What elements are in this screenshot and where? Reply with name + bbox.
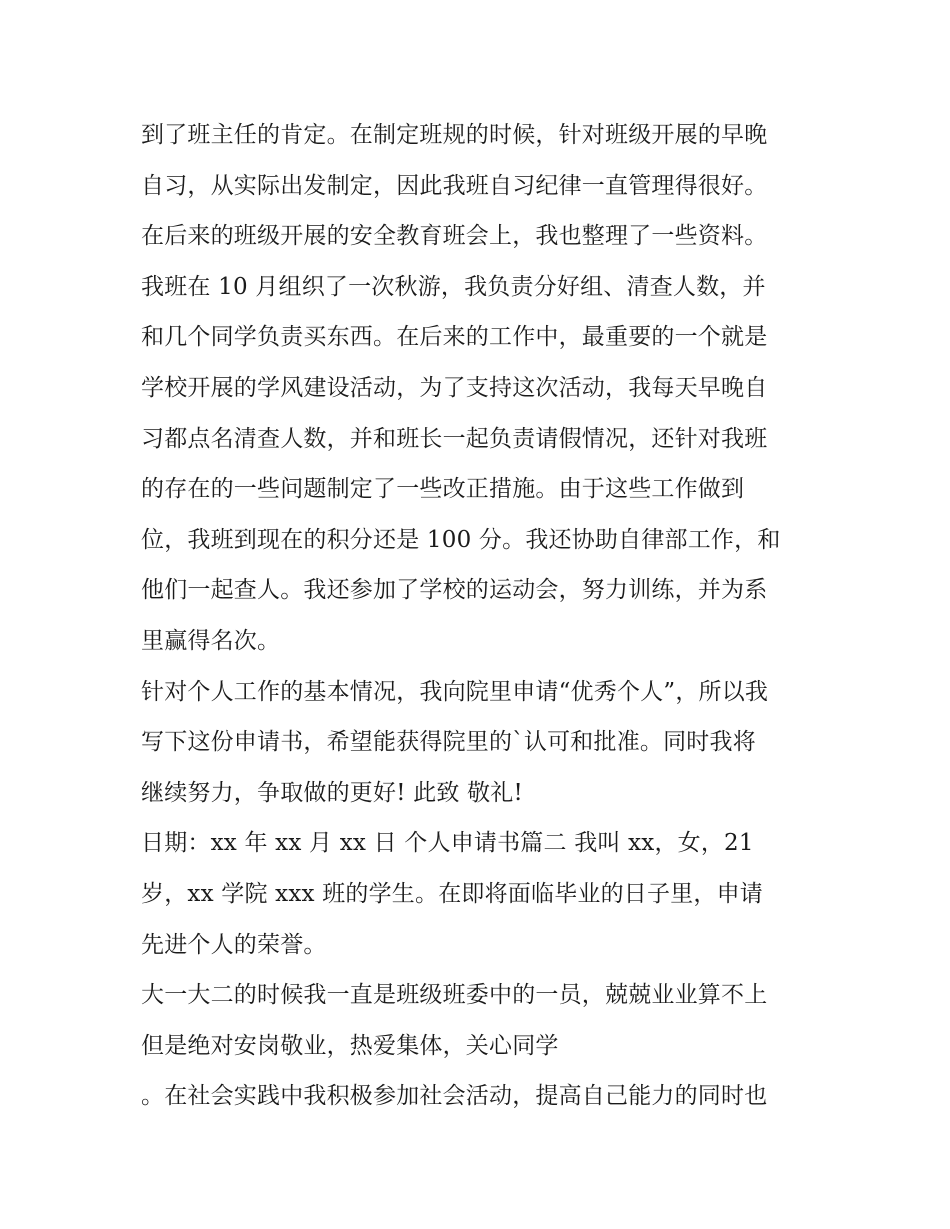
text-line: 写下这份申请书，希望能获得院里的`认可和批准。同时我将 xyxy=(141,729,756,756)
text-line: 岁，xx 学院 xxx 班的学生。在即将面临毕业的日子里，申请 xyxy=(141,880,763,907)
text-line: 和几个同学负责买东西。在后来的工作中，最重要的一个就是 xyxy=(141,324,768,351)
text-line: 到了班主任的肯定。在制定班规的时候，针对班级开展的早晚 xyxy=(141,122,768,148)
text-line: 大一大二的时候我一直是班级班委中的一员，兢兢业业算不上 xyxy=(141,982,768,1009)
text-line: 的存在的一些问题制定了一些改正措施。由于这些工作做到 xyxy=(141,476,745,503)
text-line: 他们一起查人。我还参加了学校的运动会，努力训练，并为系 xyxy=(141,577,768,604)
body-text xyxy=(141,110,821,1122)
text-line: 学校开展的学风建设活动，为了支持这次活动，我每天早晚自 xyxy=(141,374,768,401)
text-line: 我班在 10 月组织了一次秋游，我负责分好组、清查人数，并 xyxy=(141,273,766,300)
text-line: 里赢得名次。 xyxy=(141,627,281,654)
text-line: 在后来的班级开展的安全教育班会上，我也整理了一些资料。 xyxy=(141,223,768,250)
text-line: 但是绝对安岗敬业，热爱集体，关心同学 xyxy=(141,1032,559,1059)
text-line: 日期：xx 年 xx 月 xx 日 个人申请书篇二 我叫 xx，女，21 xyxy=(141,830,754,857)
text-line: 继续努力，争取做的更好! 此致 敬礼! xyxy=(141,779,523,806)
text-line: 针对个人工作的基本情况，我向院里申请“优秀个人”，所以我 xyxy=(141,678,769,705)
text-line: 先进个人的荣誉。 xyxy=(141,931,327,958)
text-line: 。在社会实践中我积极参加社会活动，提高自己能力的同时也 xyxy=(141,1083,768,1110)
text-line: 自习，从实际出发制定，因此我班自习纪律一直管理得很好。 xyxy=(141,172,768,199)
text-line: 位，我班到现在的积分还是 100 分。我还协助自律部工作，和 xyxy=(141,526,781,553)
text-line: 习都点名清查人数，并和班长一起负责请假情况，还针对我班 xyxy=(141,425,768,452)
